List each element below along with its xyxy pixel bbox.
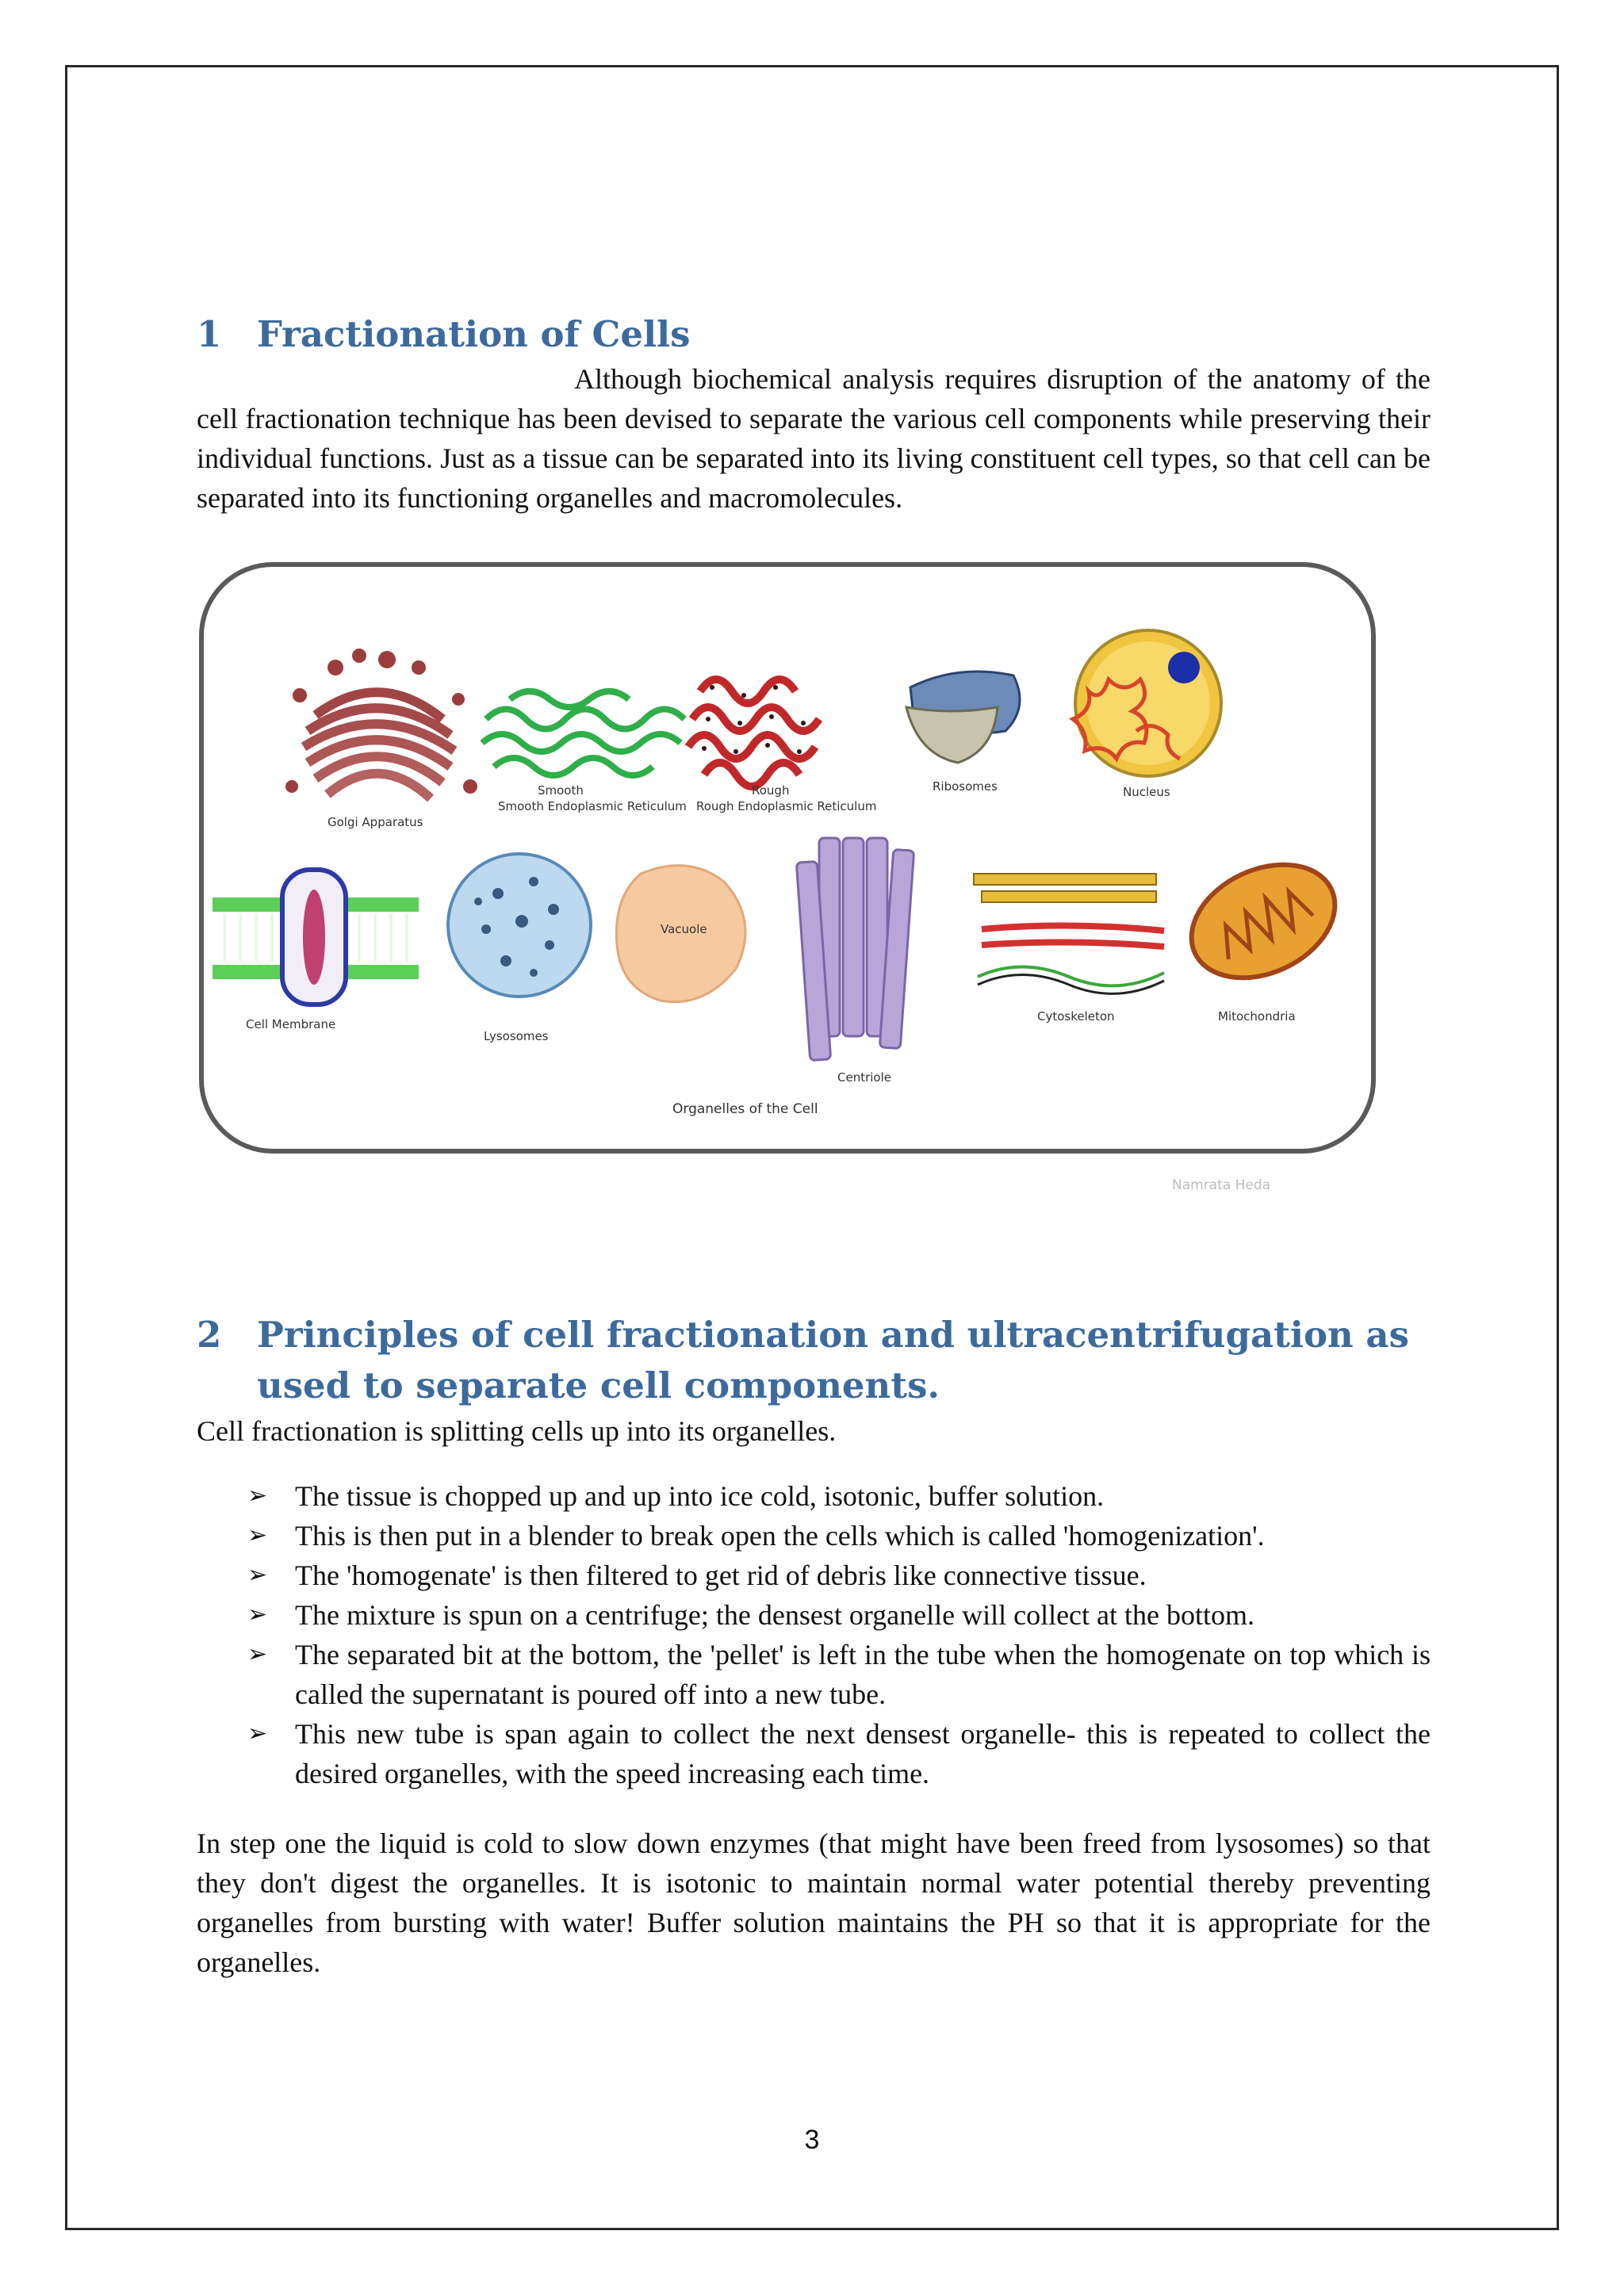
label-cytoskeleton: Cytoskeleton bbox=[1037, 1009, 1115, 1024]
list-item-text: This is then put in a blender to break open the cells which is called 'homogenization'. bbox=[295, 1520, 1265, 1552]
section-1-title: Fractionation of Cells bbox=[257, 313, 691, 355]
label-smooth-er: Smooth Endoplasmic Reticulum bbox=[498, 799, 687, 813]
list-item bbox=[197, 1516, 1431, 1556]
label-rough-er: Rough Endoplasmic Reticulum bbox=[696, 799, 877, 813]
arrow-bullet-icon: ➢ bbox=[247, 1521, 268, 1549]
section-2-closing-paragraph: In step one the liquid is cold to slow down enzymes (that might have been freed from lysosomes) so that they don't digest the organelles. It is isotonic to maintain normal water potential thereby preventing organelles from bursting with water! Buffer solution maintains the PH so that it is appropriate for the organelles. bbox=[197, 1827, 1431, 1978]
list-item-text: The 'homogenate' is then filtered to get rid of debris like connective tissue. bbox=[295, 1559, 1147, 1591]
list-item-text: The tissue is chopped up and up into ice cold, isotonic, buffer solution. bbox=[295, 1480, 1105, 1512]
arrow-bullet-icon: ➢ bbox=[247, 1720, 268, 1747]
list-item-text: This new tube is span again to collect the next densest organelle- this is repeated to collect the desired organelles, with the speed increasing each time. bbox=[295, 1718, 1431, 1789]
label-golgi-apparatus: Golgi Apparatus bbox=[327, 815, 423, 829]
label-lysosomes: Lysosomes bbox=[484, 1029, 549, 1043]
label-mitochondria: Mitochondria bbox=[1218, 1009, 1296, 1024]
lysosomes-illustration bbox=[448, 854, 591, 997]
label-centriole: Centriole bbox=[837, 1070, 891, 1085]
label-smooth-er-line1: Smooth bbox=[538, 783, 584, 798]
arrow-bullet-icon: ➢ bbox=[247, 1640, 268, 1668]
list-item bbox=[197, 1635, 1431, 1714]
organelles-figure bbox=[197, 549, 1386, 1207]
label-vacuole: Vacuole bbox=[661, 922, 707, 936]
arrow-bullet-icon: ➢ bbox=[247, 1561, 268, 1589]
centriole-illustration bbox=[796, 838, 914, 1061]
arrow-bullet-icon: ➢ bbox=[247, 1482, 268, 1510]
list-item-text: The mixture is spun on a centrifuge; the densest organelle will collect at the bottom. bbox=[295, 1599, 1255, 1631]
section-1-paragraph-text: Although biochemical analysis requires disruption of the anatomy of the cell fractionation technique has been devised to separate the various cell components while preserving their individual functions. Just as a tissue can be separated into its living constituent cell types, so that cell can be separated into its functioning organelles and macromolecules. bbox=[197, 363, 1431, 514]
list-item bbox=[197, 1476, 1431, 1516]
section-2-intro: Cell fractionation is splitting cells up into its organelles. bbox=[197, 1415, 837, 1447]
label-rough-er-line1: Rough bbox=[752, 783, 790, 798]
section-1-number: 1 bbox=[197, 313, 222, 355]
list-item bbox=[197, 1595, 1431, 1635]
nucleus-illustration bbox=[1073, 630, 1221, 776]
label-nucleus: Nucleus bbox=[1123, 785, 1170, 799]
section-2-number: 2 bbox=[197, 1314, 222, 1356]
figure-credit: Namrata Heda bbox=[1172, 1177, 1271, 1193]
section-1-heading bbox=[197, 309, 1434, 360]
page-number: 3 bbox=[804, 2125, 820, 2155]
label-ribosomes: Ribosomes bbox=[933, 779, 998, 794]
section-1-paragraph bbox=[197, 359, 1431, 518]
list-item bbox=[197, 1556, 1431, 1595]
figure-caption: Organelles of the Cell bbox=[672, 1101, 818, 1117]
bullet-list bbox=[197, 1476, 1431, 1793]
label-cell-membrane: Cell Membrane bbox=[246, 1017, 336, 1031]
arrow-bullet-icon: ➢ bbox=[247, 1601, 268, 1628]
list-item-text: The separated bit at the bottom, the 'pellet' is left in the tube when the homogenate on top which is called the supernatant is poured off into a new tube. bbox=[295, 1639, 1431, 1710]
list-item bbox=[197, 1714, 1431, 1793]
section-2-heading bbox=[197, 1310, 1434, 1411]
section-2-title: Principles of cell fractionation and ultracentrifugation as used to separate cell components. bbox=[257, 1314, 1409, 1406]
